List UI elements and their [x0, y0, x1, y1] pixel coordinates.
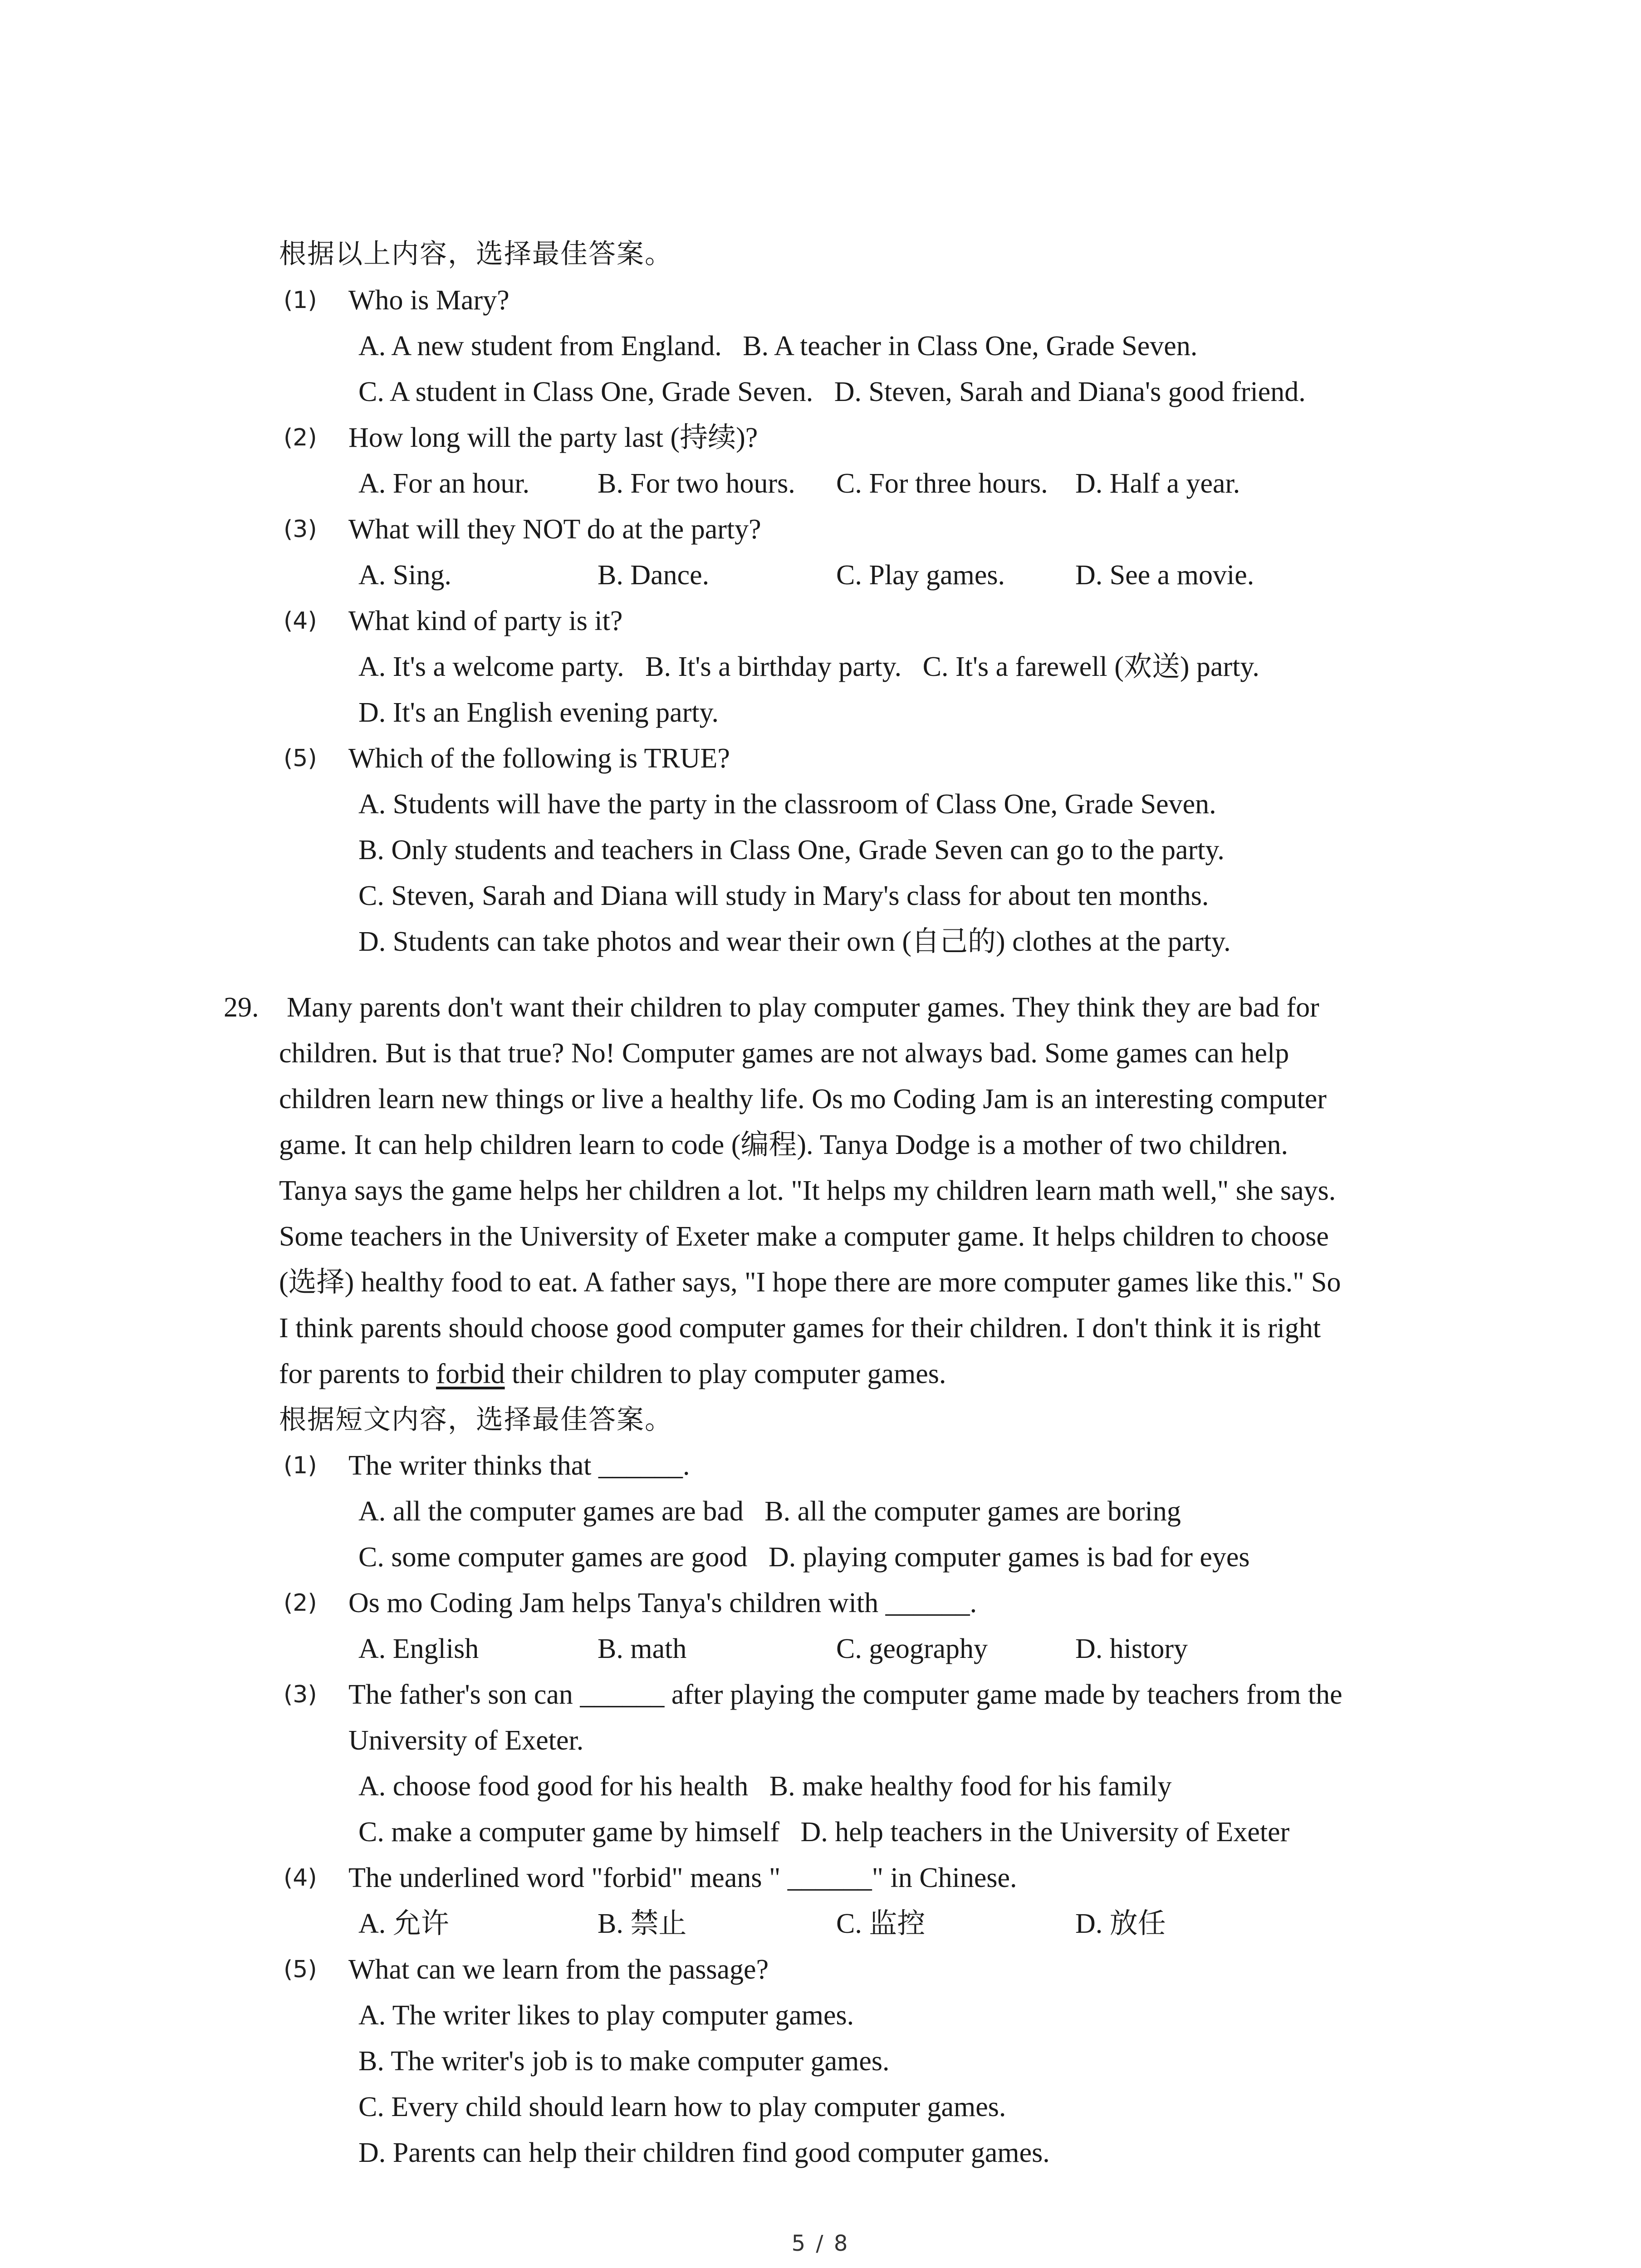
question-number: (3) — [284, 1681, 317, 1708]
option-line: D. Parents can help their children find good computer games. — [358, 2137, 1050, 2168]
option-line: C. make a computer game by himself D. help teachers in the University of Exeter — [358, 1817, 1290, 1848]
instruction-text: 根据短文内容，选择最佳答案。 — [279, 1405, 673, 1435]
question-text: The father's son can ______ after playing the computer game made by teachers from the — [348, 1679, 1342, 1710]
passage-line: (选择) healthy food to eat. A father says, "I hope there are more computer games like this." So — [279, 1267, 1341, 1298]
question-number: (5) — [284, 745, 317, 772]
option-line: C. Steven, Sarah and Diana will study in Mary's class for about ten months. — [358, 880, 1209, 911]
passage-line: I think parents should choose good computer games for their children. I don't think it is right — [279, 1313, 1321, 1344]
option-c: C. 监控 — [836, 1908, 926, 1939]
question-text: How long will the party last (持续)? — [348, 422, 758, 453]
question-number: (2) — [284, 1589, 317, 1617]
question-number: (4) — [284, 607, 317, 635]
question-number: (2) — [284, 424, 317, 451]
question-number: (3) — [284, 516, 317, 543]
option-line: A. all the computer games are bad B. all the computer games are boring — [358, 1496, 1181, 1527]
option-line: C. some computer games are good D. playing computer games is bad for eyes — [358, 1542, 1250, 1573]
question-text: The writer thinks that ______. — [348, 1450, 690, 1481]
question-number: (4) — [284, 1864, 317, 1892]
option-line: C. A student in Class One, Grade Seven. D. Steven, Sarah and Diana's good friend. — [358, 376, 1306, 407]
option-line: A. The writer likes to play computer games. — [358, 2000, 854, 2031]
passage-line: children learn new things or live a healthy life. Os mo Coding Jam is an interesting computer — [279, 1084, 1327, 1114]
option-d: D. Half a year. — [1075, 468, 1240, 499]
question-29-number: 29. — [224, 992, 259, 1023]
option-b: B. math — [598, 1633, 687, 1664]
option-line: D. It's an English evening party. — [358, 697, 719, 728]
option-a: A. For an hour. — [358, 468, 530, 499]
option-line: A. choose food good for his health B. make healthy food for his family — [358, 1771, 1172, 1802]
passage-line: Tanya says the game helps her children a lot. "It helps my children learn math well," she says. — [279, 1175, 1336, 1206]
question-text: What kind of party is it? — [348, 606, 623, 636]
option-line: D. Students can take photos and wear their own (自己的) clothes at the party. — [358, 926, 1231, 957]
option-d: D. history — [1075, 1633, 1188, 1664]
option-a: A. English — [358, 1633, 479, 1664]
option-c: C. geography — [836, 1633, 988, 1664]
option-line: B. The writer's job is to make computer games. — [358, 2046, 890, 2077]
option-a: A. 允许 — [358, 1908, 449, 1939]
question-text: Who is Mary? — [348, 285, 509, 316]
question-number: (5) — [284, 1956, 317, 1983]
option-line: A. It's a welcome party. B. It's a birthday party. C. It's a farewell (欢送) party. — [358, 651, 1259, 682]
option-b: B. 禁止 — [598, 1908, 687, 1939]
question-text: The underlined word "forbid" means " ______" in Chinese. — [348, 1862, 1017, 1893]
option-d: D. 放任 — [1075, 1908, 1166, 1939]
underlined-word: forbid — [436, 1359, 505, 1389]
page-number: 5 / 8 — [791, 2231, 850, 2256]
option-d: D. See a movie. — [1075, 560, 1254, 591]
instruction-text: 根据以上内容，选择最佳答案。 — [279, 239, 673, 269]
option-line: C. Every child should learn how to play computer games. — [358, 2092, 1006, 2122]
question-text: What can we learn from the passage? — [348, 1954, 769, 1985]
question-text: What will they NOT do at the party? — [348, 514, 761, 545]
passage-line: children. But is that true? No! Computer games are not always bad. Some games can help — [279, 1038, 1289, 1069]
question-number: (1) — [284, 1452, 317, 1479]
option-line: B. Only students and teachers in Class One, Grade Seven can go to the party. — [358, 835, 1225, 865]
passage-line: Many parents don't want their children to play computer games. They think they are bad for — [287, 992, 1319, 1023]
option-b: B. For two hours. — [598, 468, 795, 499]
question-text: Which of the following is TRUE? — [348, 743, 730, 774]
question-number: (1) — [284, 287, 317, 314]
option-a: A. Sing. — [358, 560, 451, 591]
option-line: A. A new student from England. B. A teacher in Class One, Grade Seven. — [358, 331, 1198, 362]
passage-line: Some teachers in the University of Exeter make a computer game. It helps children to choose — [279, 1221, 1329, 1252]
option-line: A. Students will have the party in the classroom of Class One, Grade Seven. — [358, 789, 1216, 820]
question-text-continued: University of Exeter. — [348, 1725, 584, 1756]
option-c: C. For three hours. — [836, 468, 1048, 499]
option-b: B. Dance. — [598, 560, 710, 591]
option-c: C. Play games. — [836, 560, 1005, 591]
passage-last-line: for parents to forbid their children to play computer games. — [279, 1359, 946, 1389]
question-text: Os mo Coding Jam helps Tanya's children with ______. — [348, 1588, 977, 1618]
passage-line: game. It can help children learn to code (编程). Tanya Dodge is a mother of two children. — [279, 1129, 1288, 1160]
